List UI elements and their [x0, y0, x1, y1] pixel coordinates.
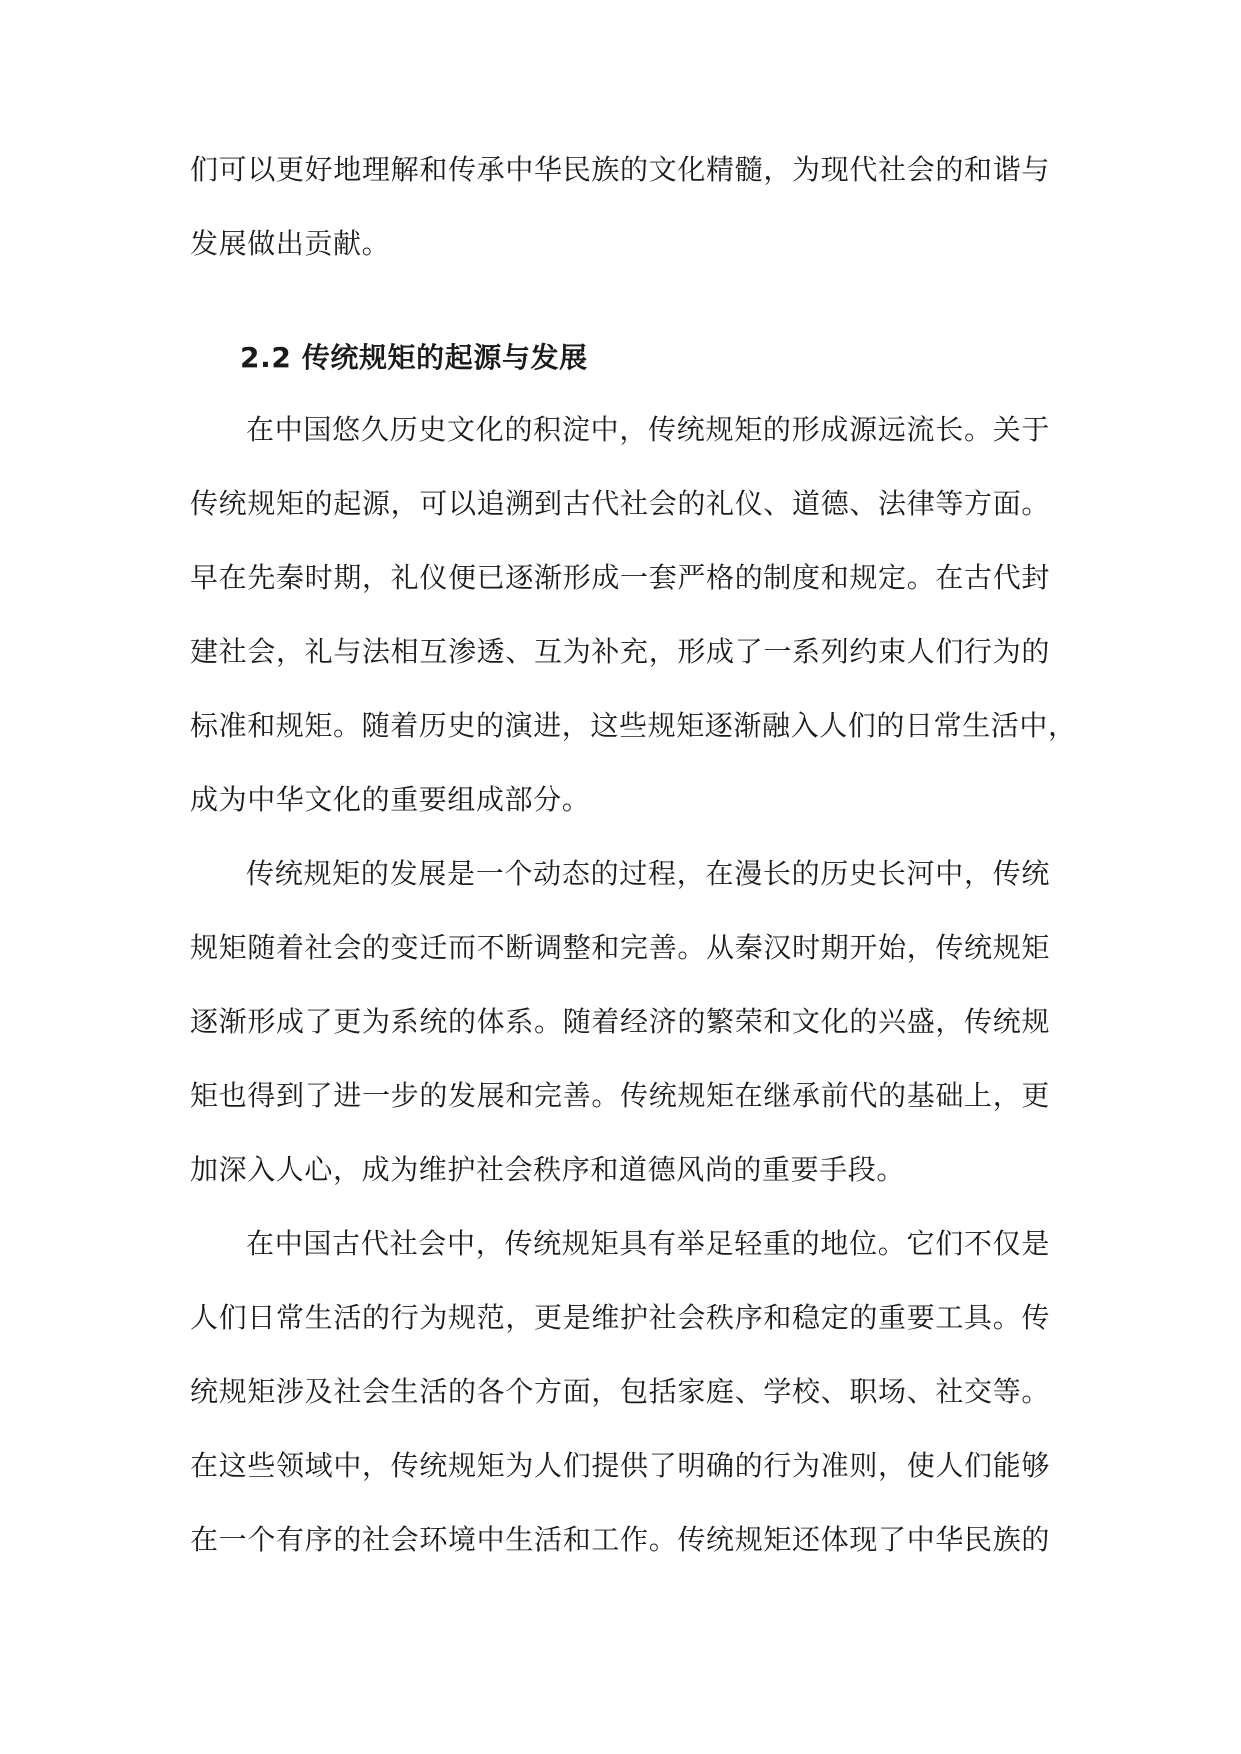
text-line: 成为中华文化的重要组成部分。	[190, 783, 591, 816]
text-line: 们可以更好地理解和传承中华民族的文化精髓，为现代社会的和谐与	[190, 153, 1050, 186]
paragraph-first-line: 传统规矩的发展是一个动态的过程，在漫长的历史长河中，传统	[246, 857, 1050, 890]
text-line: 标准和规矩。随着历史的演进，这些规矩逐渐融入人们的日常生活中，	[190, 709, 1077, 742]
text-line: 在一个有序的社会环境中生活和工作。传统规矩还体现了中华民族的	[190, 1523, 1050, 1556]
text-line: 建社会，礼与法相互渗透、互为补充，形成了一系列约束人们行为的	[190, 635, 1050, 668]
text-line: 逐渐形成了更为系统的体系。随着经济的繁荣和文化的兴盛，传统规	[190, 1005, 1050, 1038]
text-line: 发展做出贡献。	[190, 227, 391, 260]
text-line: 早在先秦时期，礼仪便已逐渐形成一套严格的制度和规定。在古代封	[190, 561, 1050, 594]
paragraph-first-line: 在中国古代社会中，传统规矩具有举足轻重的地位。它们不仅是	[246, 1227, 1050, 1260]
text-line: 在这些领域中，传统规矩为人们提供了明确的行为准则，使人们能够	[190, 1449, 1050, 1482]
text-line: 矩也得到了进一步的发展和完善。传统规矩在继承前代的基础上，更	[190, 1079, 1050, 1112]
paragraph-first-line: 在中国悠久历史文化的积淀中，传统规矩的形成源远流长。关于	[246, 413, 1050, 446]
text-line: 人们日常生活的行为规范，更是维护社会秩序和稳定的重要工具。传	[190, 1301, 1050, 1334]
text-line: 规矩随着社会的变迁而不断调整和完善。从秦汉时期开始，传统规矩	[190, 931, 1050, 964]
text-line: 统规矩涉及社会生活的各个方面，包括家庭、学校、职场、社交等。	[190, 1375, 1050, 1408]
section-heading: 2.2 传统规矩的起源与发展	[240, 341, 588, 374]
text-line: 加深入人心，成为维护社会秩序和道德风尚的重要手段。	[190, 1153, 906, 1186]
text-line: 传统规矩的起源，可以追溯到古代社会的礼仪、道德、法律等方面。	[190, 487, 1050, 520]
